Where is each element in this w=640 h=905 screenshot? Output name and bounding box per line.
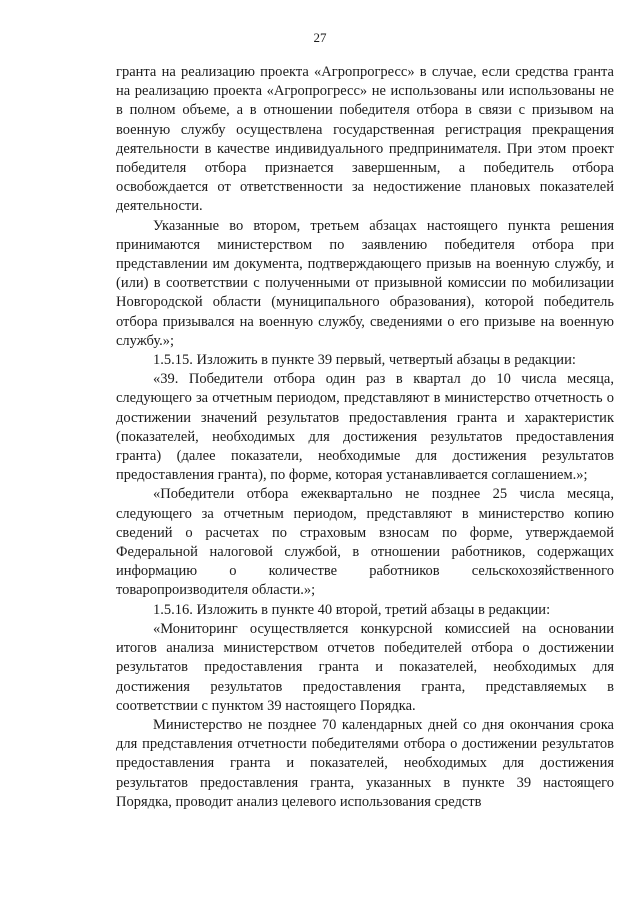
paragraph: Министерство не позднее 70 календарных дней со дня окончания срока для представления отчетности победителями отбора о достижении результатов предоставления гранта и показателей, необходимых для достижения результатов предоставления гранта, указанных в пункте 39 настоящего Порядка, проводит анализ целевого использования средств <box>116 716 614 810</box>
paragraph-clause-39: «39. Победители отбора один раз в квартал до 10 числа месяца, следующего за отчетным периодом, представляют в министерство отчетность о достижении значений результатов предоставления гранта и характеристик (показателей, необходимых для достижения результатов предоставления гранта) (далее показатели, необходимые для достижения результатов предоставления гранта), по форме, которая устанавливается соглашением.»; <box>116 371 614 484</box>
document-body <box>116 63 614 812</box>
paragraph-amendment-1-5-16: 1.5.16. Изложить в пункте 40 второй, третий абзацы в редакции: <box>153 601 551 618</box>
paragraph-monitoring: «Мониторинг осуществляется конкурсной комиссией на основании итогов анализа министерством отчетов победителей отбора о достижении результатов предоставления гранта и показателей, необходимых для достижения результатов предоставления гранта, представляемых в соответствии с пунктом 39 настоящего Порядка. <box>116 620 614 714</box>
paragraph: гранта на реализацию проекта «Агропрогресс» в случае, если средства гранта на реализацию проекта «Агропрогресс» не использованы или использованы не в полном объеме, а в отношении победителя отбора в связи с призывом на военную службу осуществлена государственная регистрация прекращения деятельности в качестве индивидуального предпринимателя. При этом проект победителя отбора признается завершенным, а победитель отбора освобождается от ответственности за недостижение плановых показателей деятельности. <box>116 64 614 215</box>
paragraph: «Победители отбора ежеквартально не позднее 25 числа месяца, следующего за отчетным периодом, представляют в министерство копию сведений о расчетах по страховым взносам по форме, утверждаемой Федеральной налоговой службой, в отношении работников, содержащих информацию о количестве работников сельскохозяйственного товаропроизводителя области.»; <box>116 486 614 599</box>
paragraph-amendment-1-5-15: 1.5.15. Изложить в пункте 39 первый, четвертый абзацы в редакции: <box>153 352 576 369</box>
paragraph: Указанные во втором, третьем абзацах настоящего пункта решения принимаются министерством по заявлению победителя отбора при представлении им документа, подтверждающего призыв на военную службу, и (или) в соответствии с полученными от призывной комиссии по мобилизации Новгородской области (муниципального образования), которой победитель отбора призывался на военную службу, сведениями о его призыве на военную службу.»; <box>116 217 614 349</box>
page-number: 27 <box>313 30 327 45</box>
